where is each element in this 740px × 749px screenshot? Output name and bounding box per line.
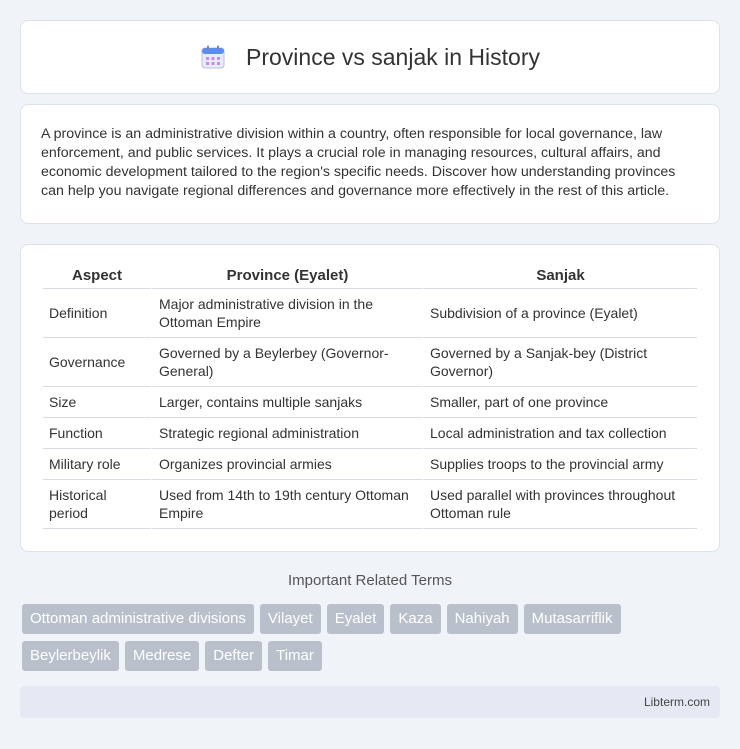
table-row (43, 289, 697, 338)
intro-text: A province is an administrative division within a country, often responsible for local governance, law enforcement, and public services. It plays a crucial role in managing resources, cultural affairs, and economic development tailored to the region's specific needs. Discover how understanding provinces can help you navigate regional differences and governance more effectively in the rest of this article. (41, 126, 676, 199)
term-tag[interactable]: Mutasarriflik (524, 604, 621, 634)
term-tag[interactable]: Defter (205, 641, 262, 671)
term-tag[interactable]: Beylerbeylik (22, 641, 119, 671)
term-tag[interactable]: Vilayet (260, 604, 321, 634)
table-cell: Smaller, part of one province (422, 387, 697, 418)
table-cell: Military role (43, 449, 151, 480)
table-cell: Organizes provincial armies (151, 449, 422, 480)
title-card (20, 20, 720, 94)
table-cell: Governance (43, 338, 151, 387)
table-row (43, 338, 697, 387)
footer-link[interactable]: Libterm.com (643, 695, 710, 709)
calendar-icon (200, 44, 226, 70)
table-cell: Larger, contains multiple sanjaks (151, 387, 422, 418)
table-cell: Used from 14th to 19th century Ottoman Empire (151, 480, 422, 529)
table-cell: Governed by a Sanjak-bey (District Governor) (422, 338, 697, 387)
term-tag[interactable]: Kaza (390, 604, 440, 634)
term-tag[interactable]: Ottoman administrative divisions (22, 604, 254, 634)
table-cell: Historical period (43, 480, 151, 529)
footer (20, 686, 720, 718)
related-terms-list (22, 604, 722, 671)
table-cell: Local administration and tax collection (422, 418, 697, 449)
term-tag[interactable]: Timar (268, 641, 322, 671)
table-cell: Size (43, 387, 151, 418)
table-cell: Subdivision of a province (Eyalet) (422, 289, 697, 338)
table-cell: Major administrative division in the Ottoman Empire (151, 289, 422, 338)
table-cell: Strategic regional administration (151, 418, 422, 449)
header-aspect: Aspect (43, 263, 151, 289)
comparison-table-card (20, 244, 720, 552)
table-cell: Definition (43, 289, 151, 338)
intro-card (20, 104, 720, 224)
table-cell: Used parallel with provinces throughout Ottoman rule (422, 480, 697, 529)
page-title: Province vs sanjak in History (246, 43, 540, 70)
table-cell: Supplies troops to the provincial army (422, 449, 697, 480)
related-terms-title: Important Related Terms (288, 572, 452, 589)
table-row (43, 418, 697, 449)
table-row (43, 480, 697, 529)
term-tag[interactable]: Eyalet (327, 604, 385, 634)
table-row (43, 449, 697, 480)
table-row (43, 387, 697, 418)
table-cell: Function (43, 418, 151, 449)
term-tag[interactable]: Medrese (125, 641, 199, 671)
table-cell: Governed by a Beylerbey (Governor-General) (151, 338, 422, 387)
comparison-table (43, 263, 697, 529)
header-sanjak: Sanjak (422, 263, 697, 289)
header-province: Province (Eyalet) (151, 263, 422, 289)
term-tag[interactable]: Nahiyah (447, 604, 518, 634)
